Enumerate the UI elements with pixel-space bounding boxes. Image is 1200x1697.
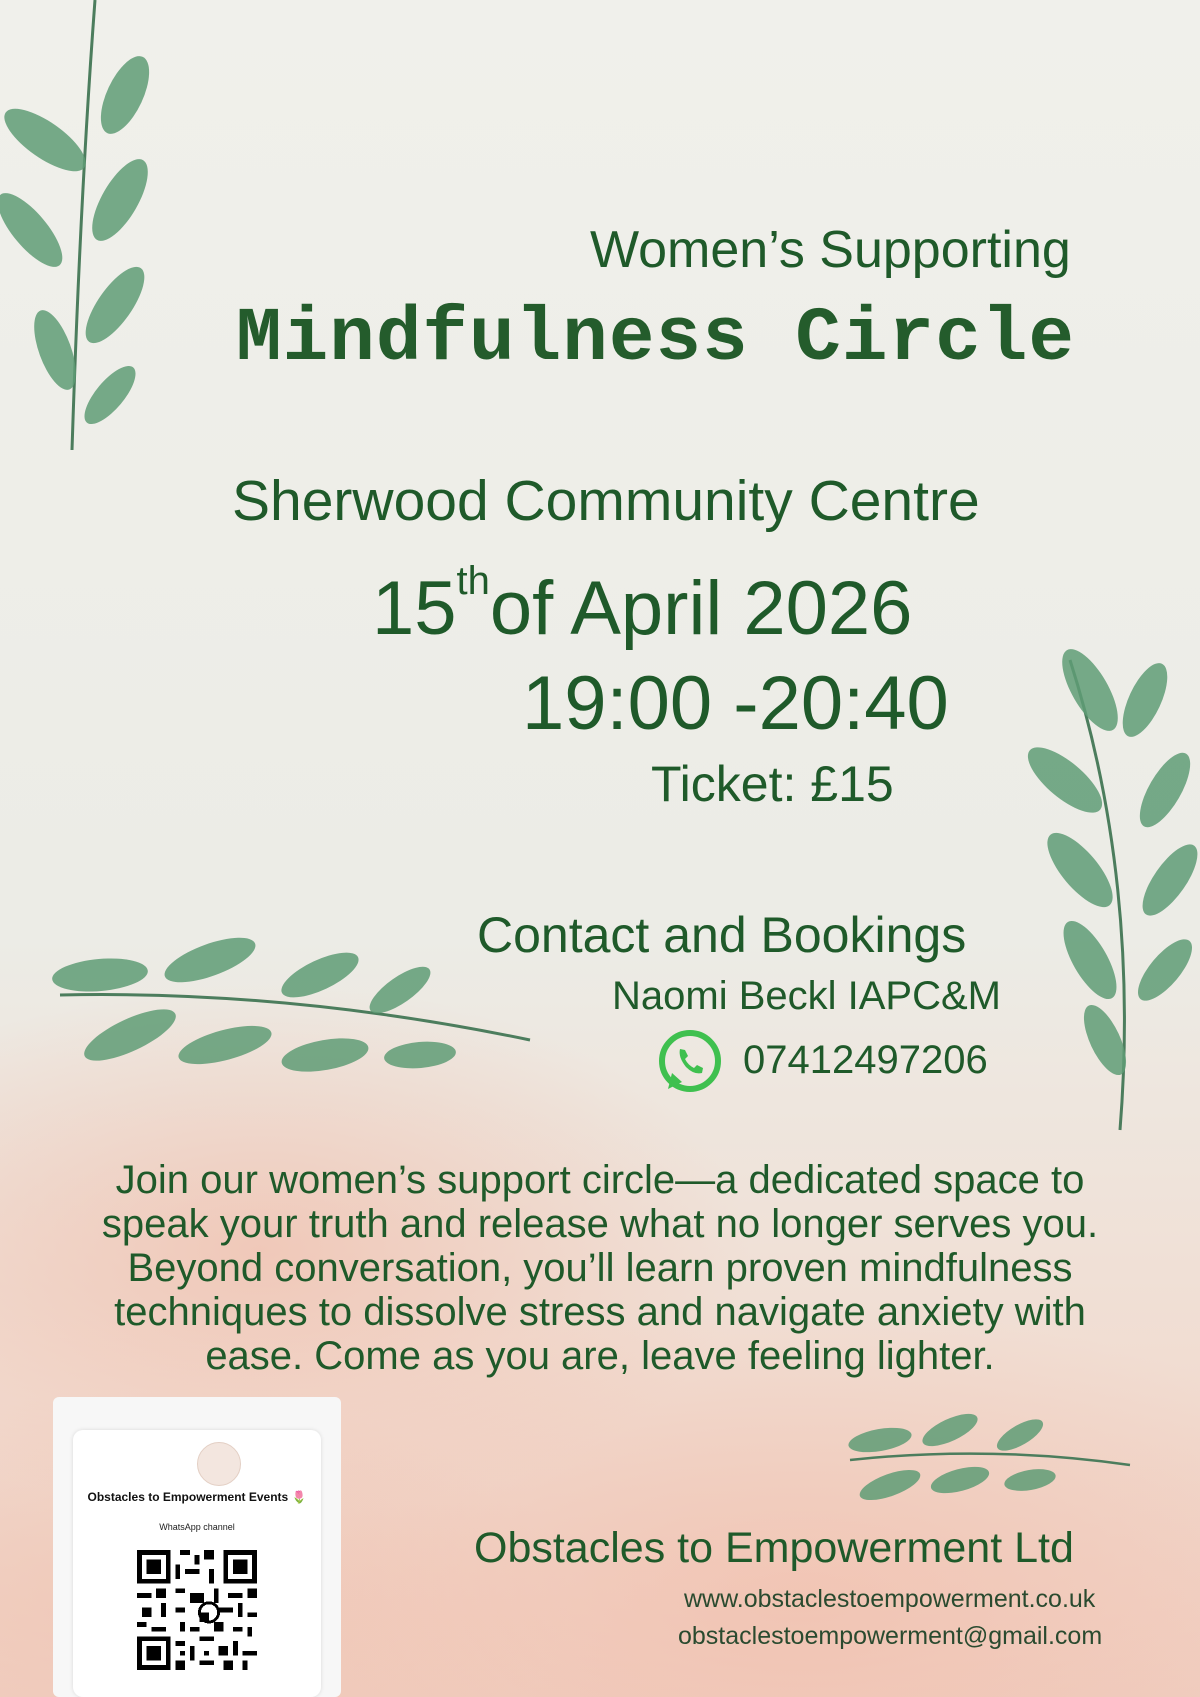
leaf-branch-top-left-icon <box>0 0 190 460</box>
qr-code-icon[interactable] <box>137 1550 257 1670</box>
event-date-rest: of April 2026 <box>489 566 913 651</box>
company-name: Obstacles to Empowerment Ltd <box>474 1524 1074 1572</box>
event-ticket-price: Ticket: £15 <box>651 756 894 812</box>
leaf-branch-right-icon <box>1030 630 1200 1130</box>
contact-name: Naomi Beckl IAPC&M <box>612 974 1001 1018</box>
qr-card-inner <box>73 1430 321 1697</box>
event-date <box>372 559 913 652</box>
event-date-day: 15 <box>372 566 457 651</box>
whatsapp-icon <box>656 1027 724 1095</box>
qr-card-subtitle: WhatsApp channel <box>159 1522 235 1532</box>
qr-card <box>53 1397 341 1697</box>
leaf-branch-middle-left-icon <box>40 935 540 1105</box>
event-venue: Sherwood Community Centre <box>232 469 980 533</box>
leaf-branch-bottom-right-icon <box>840 1405 1140 1515</box>
channel-logo <box>197 1442 241 1486</box>
event-description: Join our women’s support circle—a dedicated space to speak your truth and release what no longer serves you. Beyond conversation, you’ll learn proven mindfulness techniques to dissolve stress and navigate anxiety with ease. Come as you are, leave feeling lighter. <box>101 1158 1099 1378</box>
website-link[interactable]: www.obstaclestoempowerment.co.uk <box>684 1585 1096 1613</box>
event-subtitle: Women’s Supporting <box>590 221 1071 279</box>
qr-card-title: Obstacles to Empowerment Events 🌷 <box>87 1490 307 1504</box>
event-time: 19:00 -20:40 <box>522 661 949 746</box>
contact-heading: Contact and Bookings <box>477 907 967 963</box>
event-date-suffix: th <box>456 559 490 603</box>
contact-phone: 07412497206 <box>743 1038 988 1082</box>
email-link[interactable]: obstaclestoempowerment@gmail.com <box>678 1622 1103 1650</box>
event-title: Mindfulness Circle <box>236 296 1075 382</box>
